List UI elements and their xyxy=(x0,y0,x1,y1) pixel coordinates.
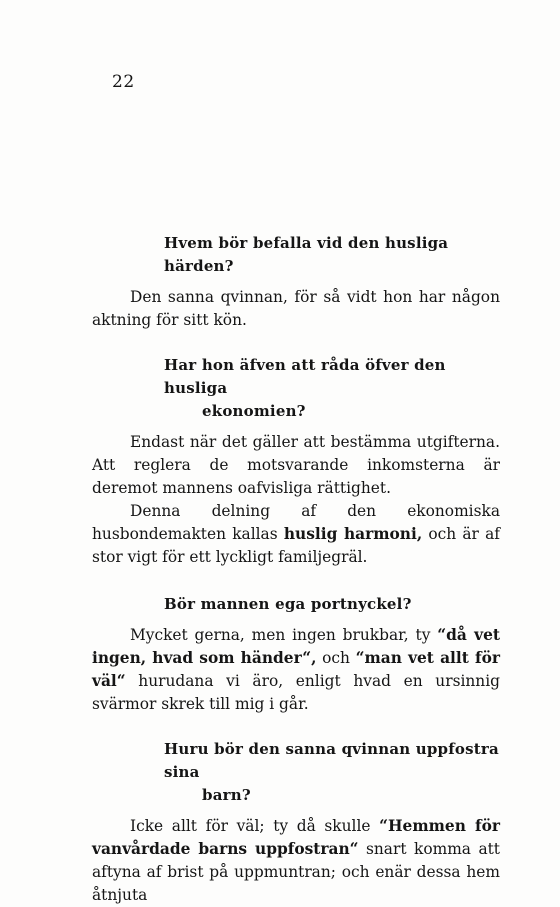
section-spacer xyxy=(92,332,500,354)
question-text: Har hon äfven att råda öfver den husliga xyxy=(164,356,446,397)
question-text: Huru bör den sanna qvinnan uppfostra sina xyxy=(164,740,499,781)
section-spacer xyxy=(92,716,500,738)
answer-paragraph xyxy=(92,431,500,500)
section-question xyxy=(92,232,500,278)
text-run: Den sanna qvinnan, för så vidt hon har någon aktning för sitt kön. xyxy=(92,288,500,329)
question-text: Hvem bör befalla vid den husliga härden? xyxy=(164,234,449,275)
answer-paragraph xyxy=(92,286,500,332)
answer-paragraph xyxy=(92,500,500,569)
text-run: Endast när det gäller att bestämma utgifterna. Att reglera de motsvarande inkomsterna är deremot mannens oafvisliga rättighet. xyxy=(92,433,500,497)
bold-phrase: “man vet allt för väl“ xyxy=(92,649,500,690)
bold-phrase: huslig harmoni, xyxy=(283,525,423,543)
text-run: och är af stor vigt för ett lyckligt familjegräl. xyxy=(92,525,500,566)
question-text: Bör mannen ega portnyckel? xyxy=(164,595,412,613)
text-run: Denna delning af den ekonomiska husbondemakten kallas xyxy=(92,502,500,543)
section-question xyxy=(92,738,500,807)
page-number: 22 xyxy=(112,72,135,92)
section-question xyxy=(92,354,500,423)
answer-paragraph xyxy=(92,624,500,716)
text-run: hurudana vi äro, enligt hvad en ursinnig svärmor skrek till mig i går. xyxy=(92,672,500,713)
bold-phrase: “Hemmen för vanvårdade barns uppfostran“ xyxy=(92,817,500,858)
text-run: och xyxy=(316,649,356,667)
bold-phrase: “då vet ingen, hvad som händer“, xyxy=(92,626,501,667)
question-continuation: ekonomien? xyxy=(202,402,306,420)
answer-paragraph xyxy=(92,815,500,907)
section-spacer xyxy=(92,569,500,593)
text-run: snart komma att aftyna af brist på uppmuntran; och enär dessa hem åtnjuta xyxy=(92,840,500,904)
section-question xyxy=(92,593,500,616)
text-run: Icke allt för väl; ty då skulle xyxy=(130,817,380,835)
page-content xyxy=(92,232,500,907)
question-continuation: barn? xyxy=(202,786,251,804)
text-run: Mycket gerna, men ingen brukbar, ty xyxy=(130,626,438,644)
